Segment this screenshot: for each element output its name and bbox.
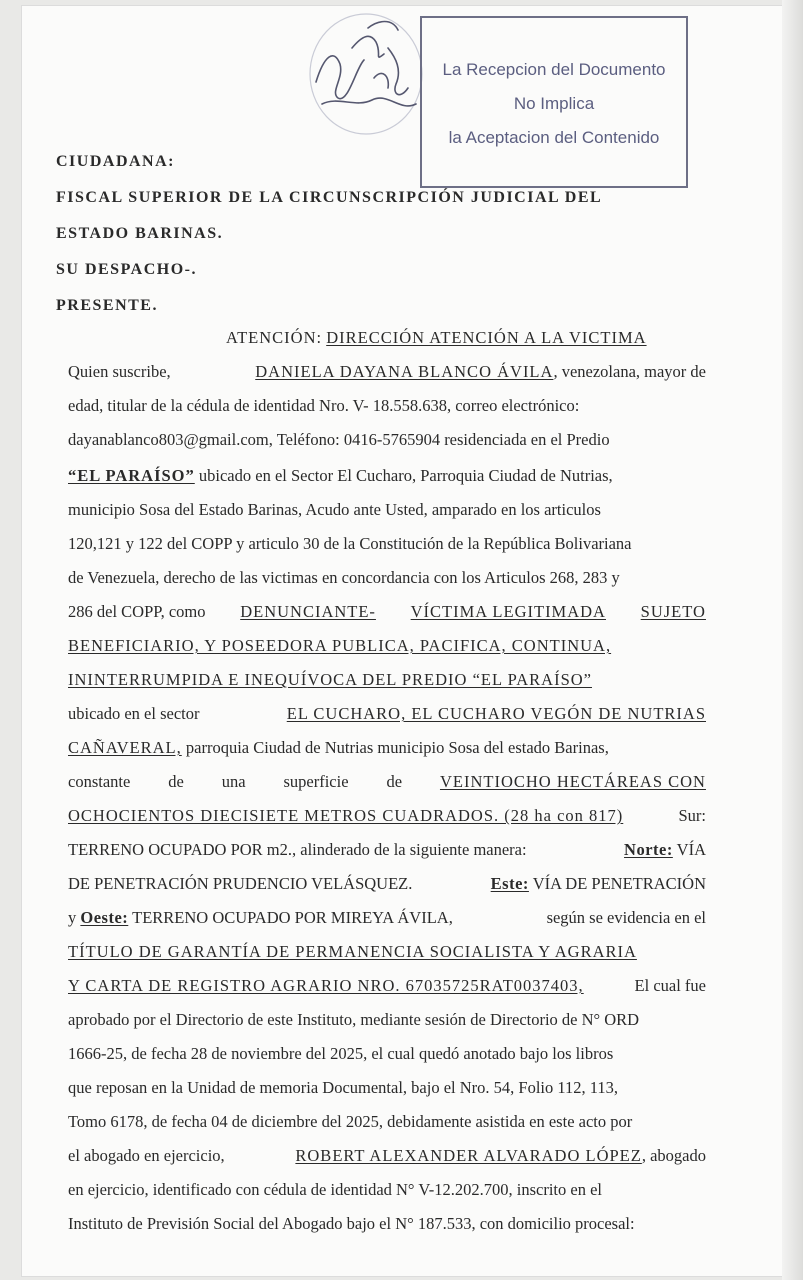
body-text: constante bbox=[68, 772, 131, 791]
body-text: y bbox=[68, 908, 77, 927]
body-line-12 bbox=[68, 738, 609, 758]
body-line-5: municipio Sosa del Estado Barinas, Acudo ante Usted, amparado en los articulos bbox=[68, 500, 601, 519]
reception-stamp bbox=[420, 16, 688, 188]
stamp-line-3: la Aceptacion del Contenido bbox=[448, 128, 660, 147]
attention-value: DIRECCIÓN ATENCIÓN A LA VICTIMA bbox=[326, 328, 647, 347]
body-text: , abogado bbox=[641, 1146, 706, 1165]
body-line-13 bbox=[68, 772, 706, 792]
body-text: , venezolana, mayor de bbox=[553, 362, 706, 381]
body-line-20: aprobado por el Directorio de este Instituto, mediante sesión de Directorio de N° ORD bbox=[68, 1010, 640, 1029]
body-line-23: Tomo 6178, de fecha 04 de diciembre del 2025, debidamente asistida en este acto por bbox=[68, 1112, 633, 1131]
body-line-16 bbox=[68, 874, 706, 894]
role-text: DENUNCIANTE- bbox=[240, 602, 376, 621]
addressee-line-3: ESTADO BARINAS. bbox=[56, 225, 224, 242]
registry-number: Y CARTA DE REGISTRO AGRARIO NRO. 67035725RAT0037403, bbox=[68, 976, 584, 995]
addressee-line-1: CIUDADANA: bbox=[56, 153, 175, 170]
sector-name: CAÑAVERAL, bbox=[68, 738, 182, 757]
body-line-18: TÍTULO DE GARANTÍA DE PERMANENCIA SOCIALISTA Y AGRARIA bbox=[68, 942, 637, 961]
body-line-4 bbox=[68, 466, 613, 486]
body-text: superficie bbox=[283, 772, 349, 791]
body-line-10: ININTERRUMPIDA E INEQUÍVOCA DEL PREDIO “EL PARAÍSO” bbox=[68, 670, 592, 689]
body-text: DE PENETRACIÓN PRUDENCIO VELÁSQUEZ. bbox=[68, 874, 413, 893]
body-line-1 bbox=[68, 362, 706, 382]
body-text: ubicado en el Sector El Cucharo, Parroquia Ciudad de Nutrias, bbox=[194, 466, 613, 485]
body-line-11 bbox=[68, 704, 706, 724]
body-text: una bbox=[221, 772, 246, 791]
body-line-14 bbox=[68, 806, 706, 826]
body-text: según se evidencia en el bbox=[546, 908, 706, 927]
body-text: El cual fue bbox=[634, 976, 706, 995]
body-text: TERRENO OCUPADO POR MIREYA ÁVILA, bbox=[132, 908, 453, 927]
body-text: de bbox=[386, 772, 403, 791]
boundary-label: Oeste: bbox=[80, 908, 129, 927]
property-name: “EL PARAÍSO” bbox=[68, 466, 195, 485]
body-line-6: 120,121 y 122 del COPP y articulo 30 de la Constitución de la República Bolivariana bbox=[68, 534, 632, 553]
lawyer-name: ROBERT ALEXANDER ALVARADO LÓPEZ bbox=[295, 1146, 642, 1165]
body-line-24 bbox=[68, 1146, 706, 1166]
body-text: VÍA bbox=[676, 840, 706, 859]
attention-label: ATENCIÓN: bbox=[226, 328, 323, 347]
handwritten-signature bbox=[304, 8, 434, 148]
surface-area: VEINTIOCHO HECTÁREAS CON bbox=[439, 772, 706, 791]
boundary-label: Norte: bbox=[624, 840, 673, 859]
body-line-3: dayanablanco803@gmail.com, Teléfono: 0416-5765904 residenciada en el Predio bbox=[68, 430, 610, 449]
addressee-line-4: SU DESPACHO-. bbox=[56, 261, 197, 278]
boundary-label: Este: bbox=[490, 874, 529, 893]
body-text: 286 del COPP, como bbox=[68, 602, 206, 621]
body-line-15 bbox=[68, 840, 706, 860]
body-line-22: que reposan en la Unidad de memoria Documental, bajo el Nro. 54, Folio 112, 113, bbox=[68, 1078, 619, 1097]
body-line-9: BENEFICIARIO, Y POSEEDORA PUBLICA, PACIFICA, CONTINUA, bbox=[68, 636, 612, 655]
addressee-line-5: PRESENTE. bbox=[56, 297, 158, 314]
body-line-21: 1666-25, de fecha 28 de noviembre del 2025, el cual quedó anotado bajo los libros bbox=[68, 1044, 614, 1063]
body-text: de bbox=[168, 772, 184, 791]
role-text: VÍCTIMA LEGITIMADA bbox=[410, 602, 606, 621]
body-text: Quien suscribe, bbox=[68, 362, 171, 381]
sector-name: EL CUCHARO, EL CUCHARO VEGÓN DE NUTRIAS bbox=[286, 704, 706, 723]
body-line-17 bbox=[68, 908, 706, 928]
page-edge-shadow bbox=[782, 0, 803, 1280]
body-line-7: de Venezuela, derecho de las victimas en concordancia con los Articulos 268, 283 y bbox=[68, 568, 620, 587]
body-line-8 bbox=[68, 602, 706, 622]
body-text: el abogado en ejercicio, bbox=[68, 1146, 225, 1165]
role-text: SUJETO bbox=[640, 602, 706, 621]
complainant-name: DANIELA DAYANA BLANCO ÁVILA bbox=[255, 362, 554, 381]
body-text: parroquia Ciudad de Nutrias municipio Sosa del estado Barinas, bbox=[181, 738, 609, 757]
body-line-2: edad, titular de la cédula de identidad Nro. V- 18.558.638, correo electrónico: bbox=[68, 396, 580, 415]
body-line-26: Instituto de Previsión Social del Abogado bajo el N° 187.533, con domicilio procesal: bbox=[68, 1214, 635, 1233]
surface-area: OCHOCIENTOS DIECISIETE METROS CUADRADOS. (28 ha con 817) bbox=[68, 806, 624, 825]
stamp-line-1: La Recepcion del Documento bbox=[442, 60, 666, 79]
addressee-line-2: FISCAL SUPERIOR DE LA CIRCUNSCRIPCIÓN JUDICIAL DEL bbox=[56, 189, 603, 206]
body-text: TERRENO OCUPADO POR m2., alinderado de la siguiente manera: bbox=[68, 840, 527, 859]
body-line-25: en ejercicio, identificado con cédula de identidad N° V-12.202.700, inscrito en el bbox=[68, 1180, 602, 1199]
body-text: ubicado en el sector bbox=[68, 704, 200, 723]
body-text: Sur: bbox=[678, 806, 706, 825]
document-page bbox=[22, 6, 782, 1276]
attention-line bbox=[226, 328, 647, 348]
body-text: VÍA DE PENETRACIÓN bbox=[532, 874, 706, 893]
stamp-line-2: No Implica bbox=[513, 94, 595, 113]
body-line-19 bbox=[68, 976, 706, 996]
